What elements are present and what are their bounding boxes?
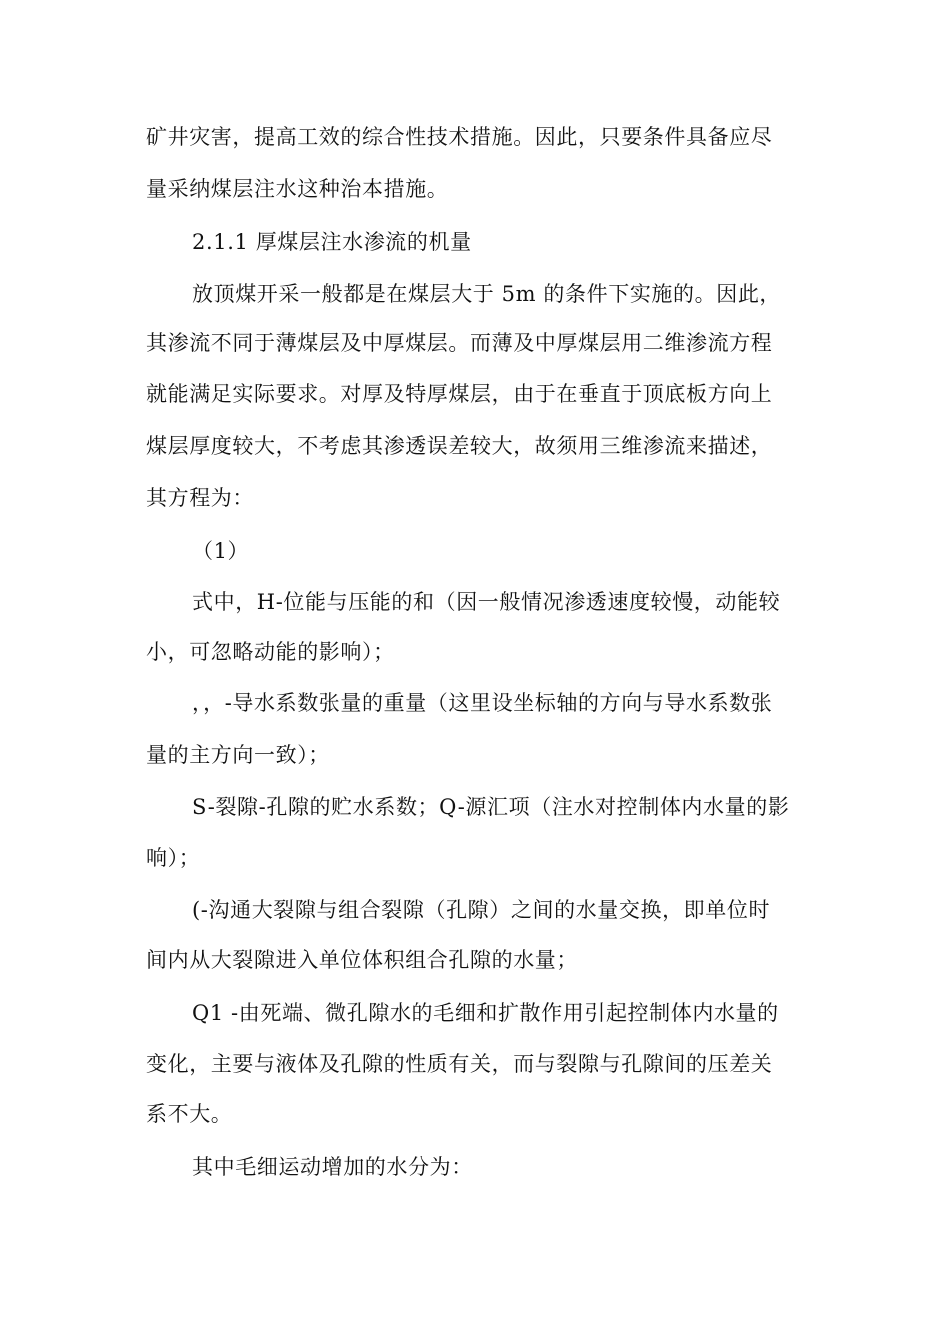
- text-line: (-沟通大裂隙与组合裂隙（孔隙）之间的水量交换，即单位时: [192, 898, 771, 922]
- text-line: 式中，H-位能与压能的和（因一般情况渗透速度较慢，动能较: [192, 590, 781, 614]
- text-line: 小，可忽略动能的影响）；: [146, 640, 395, 664]
- text-line: 其中毛细运动增加的水分为：: [192, 1155, 473, 1179]
- text-line: Q1 -由死端、微孔隙水的毛细和扩散作用引起控制体内水量的: [192, 1001, 779, 1025]
- text-line: 其渗流不同于薄煤层及中厚煤层。而薄及中厚煤层用二维渗流方程: [146, 331, 773, 355]
- section-heading: 2.1.1 厚煤层注水渗流的机量: [192, 230, 472, 254]
- text-line: 其方程为：: [146, 486, 254, 510]
- text-line: 量的主方向一致）；: [146, 743, 330, 767]
- text-line: S-裂隙-孔隙的贮水系数；Q-源汇项（注水对控制体内水量的影: [192, 795, 790, 819]
- text-line: 放顶煤开采一般都是在煤层大于 5m 的条件下实施的。因此，: [192, 282, 782, 306]
- text-line: 变化，主要与液体及孔隙的性质有关，而与裂隙与孔隙间的压差关: [146, 1052, 773, 1076]
- text-line: 煤层厚度较大，不考虑其渗透误差较大，故须用三维渗流来描述，: [146, 434, 773, 458]
- text-line: 就能满足实际要求。对厚及特厚煤层，由于在垂直于顶底板方向上: [146, 382, 773, 406]
- equation-number: （1）: [192, 539, 250, 563]
- text-line: 量采纳煤层注水这种治本措施。: [146, 177, 449, 201]
- text-line: 间内从大裂隙进入单位体积组合孔隙的水量；: [146, 948, 578, 972]
- text-line: 矿井灾害，提高工效的综合性技术措施。因此，只要条件具备应尽: [146, 125, 773, 149]
- text-line: 系不大。: [146, 1102, 233, 1126]
- text-line: 响）；: [146, 846, 201, 870]
- text-line: ，，-导水系数张量的重量（这里设坐标轴的方向与导水系数张: [192, 691, 773, 715]
